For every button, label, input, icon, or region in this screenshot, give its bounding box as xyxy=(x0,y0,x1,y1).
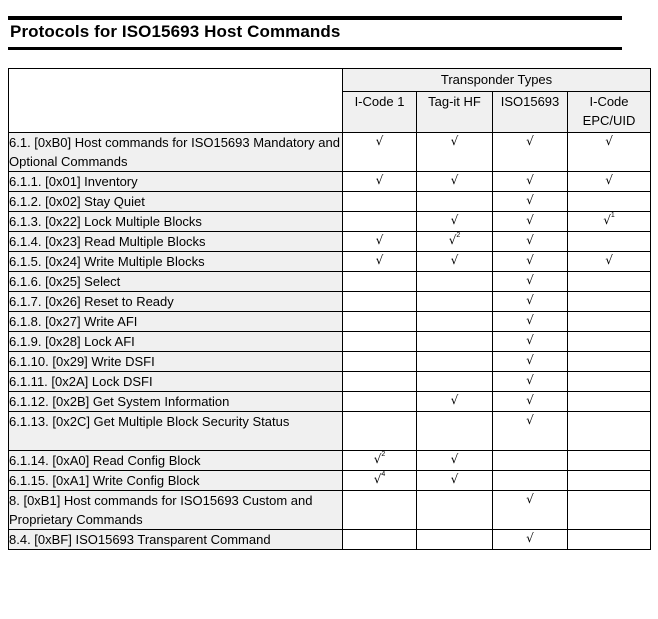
table-row xyxy=(9,471,651,491)
command-cell: 6.1.6. [0x25] Select xyxy=(9,272,343,292)
support-cell-icode-epc-uid xyxy=(568,192,651,212)
support-cell-icode-epc-uid xyxy=(568,372,651,392)
support-cell-icode-epc-uid xyxy=(568,412,651,451)
table-row xyxy=(9,412,651,451)
check-mark: √ xyxy=(450,452,459,466)
support-cell-iso15693 xyxy=(493,172,568,192)
check-mark: √ xyxy=(450,393,459,407)
header-row-group xyxy=(9,69,651,92)
header-corner xyxy=(9,69,343,133)
support-cell-icode1 xyxy=(343,212,417,232)
support-cell-iso15693 xyxy=(493,212,568,232)
support-cell-tagit-hf xyxy=(417,312,493,332)
table-row xyxy=(9,392,651,412)
support-cell-icode-epc-uid xyxy=(568,530,651,550)
support-cell-icode-epc-uid xyxy=(568,451,651,471)
support-cell-icode-epc-uid xyxy=(568,172,651,192)
support-cell-tagit-hf xyxy=(417,292,493,312)
title-rule-top xyxy=(8,16,622,20)
table-row xyxy=(9,451,651,471)
support-cell-icode1 xyxy=(343,392,417,412)
support-cell-icode1 xyxy=(343,232,417,252)
support-cell-tagit-hf xyxy=(417,412,493,451)
title-rule-bottom xyxy=(8,47,622,50)
page-title: Protocols for ISO15693 Host Commands xyxy=(10,22,341,41)
support-cell-icode-epc-uid xyxy=(568,252,651,272)
check-mark: √ xyxy=(450,134,459,148)
support-cell-icode1 xyxy=(343,133,417,172)
support-cell-iso15693 xyxy=(493,332,568,352)
check-mark: √ xyxy=(605,173,613,187)
footnote-ref: 2 xyxy=(456,232,461,239)
support-cell-iso15693 xyxy=(493,232,568,252)
support-cell-icode1 xyxy=(343,272,417,292)
support-cell-iso15693 xyxy=(493,352,568,372)
command-cell: 8.4. [0xBF] ISO15693 Transparent Command xyxy=(9,530,343,550)
column-header-icode1: I-Code 1 xyxy=(343,92,417,133)
command-cell: 6.1.8. [0x27] Write AFI xyxy=(9,312,343,332)
table-row xyxy=(9,352,651,372)
check-mark: √ xyxy=(450,173,459,187)
check-mark: √ xyxy=(526,253,534,267)
support-cell-icode1 xyxy=(343,471,417,491)
check-mark: √ xyxy=(605,134,613,148)
check-mark: √ xyxy=(526,213,534,227)
check-mark: √ xyxy=(373,452,382,466)
table-row xyxy=(9,232,651,252)
support-cell-tagit-hf xyxy=(417,530,493,550)
support-cell-iso15693 xyxy=(493,192,568,212)
support-cell-tagit-hf xyxy=(417,491,493,530)
check-mark: √ xyxy=(526,413,534,427)
support-cell-icode-epc-uid xyxy=(568,471,651,491)
check-mark: √ xyxy=(526,134,534,148)
support-cell-icode1 xyxy=(343,530,417,550)
support-cell-icode1 xyxy=(343,352,417,372)
table-row xyxy=(9,133,651,172)
command-cell: 6.1.3. [0x22] Lock Multiple Blocks xyxy=(9,212,343,232)
command-cell: 6.1.11. [0x2A] Lock DSFI xyxy=(9,372,343,392)
command-cell: 6.1.4. [0x23] Read Multiple Blocks xyxy=(9,232,343,252)
support-cell-icode1 xyxy=(343,292,417,312)
support-cell-icode-epc-uid xyxy=(568,212,651,232)
command-cell: 6.1.10. [0x29] Write DSFI xyxy=(9,352,343,372)
check-mark: √ xyxy=(526,313,534,327)
check-mark: √ xyxy=(526,492,534,506)
check-mark: √ xyxy=(603,213,611,227)
support-cell-tagit-hf xyxy=(417,352,493,372)
table-row xyxy=(9,192,651,212)
support-cell-iso15693 xyxy=(493,372,568,392)
check-mark: √ xyxy=(448,233,457,247)
check-mark: √ xyxy=(373,472,382,486)
support-cell-tagit-hf xyxy=(417,192,493,212)
check-mark: √ xyxy=(375,134,384,148)
support-cell-icode-epc-uid xyxy=(568,491,651,530)
table-row xyxy=(9,530,651,550)
command-cell: 6.1.9. [0x28] Lock AFI xyxy=(9,332,343,352)
check-mark: √ xyxy=(375,173,384,187)
support-cell-icode-epc-uid xyxy=(568,392,651,412)
footnote-ref: 2 xyxy=(381,451,386,458)
check-mark: √ xyxy=(526,333,534,347)
command-cell: 6.1.7. [0x26] Reset to Ready xyxy=(9,292,343,312)
support-cell-icode1 xyxy=(343,252,417,272)
support-cell-tagit-hf xyxy=(417,451,493,471)
check-mark: √ xyxy=(450,472,459,486)
table-row xyxy=(9,212,651,232)
support-cell-tagit-hf xyxy=(417,212,493,232)
command-cell: 6.1.15. [0xA1] Write Config Block xyxy=(9,471,343,491)
support-cell-iso15693 xyxy=(493,312,568,332)
check-mark: √ xyxy=(526,273,534,287)
table-row xyxy=(9,491,651,530)
support-cell-tagit-hf xyxy=(417,332,493,352)
support-cell-icode1 xyxy=(343,451,417,471)
check-mark: √ xyxy=(526,173,534,187)
footnote-ref: 4 xyxy=(381,471,386,478)
check-mark: √ xyxy=(450,213,459,227)
check-mark: √ xyxy=(375,253,384,267)
support-cell-iso15693 xyxy=(493,392,568,412)
column-header-icode-epc-uid: I-Code EPC/UID xyxy=(568,92,651,133)
check-mark: √ xyxy=(450,253,459,267)
support-cell-iso15693 xyxy=(493,530,568,550)
support-cell-icode-epc-uid xyxy=(568,352,651,372)
footnote-ref: 1 xyxy=(610,212,615,219)
support-cell-tagit-hf xyxy=(417,471,493,491)
command-cell: 6.1. [0xB0] Host commands for ISO15693 Mandatory and Optional Commands xyxy=(9,133,343,172)
column-header-iso15693: ISO15693 xyxy=(493,92,568,133)
support-cell-icode-epc-uid xyxy=(568,133,651,172)
support-cell-icode-epc-uid xyxy=(568,232,651,252)
support-cell-icode1 xyxy=(343,412,417,451)
support-cell-tagit-hf xyxy=(417,232,493,252)
table-row xyxy=(9,312,651,332)
support-cell-icode1 xyxy=(343,332,417,352)
support-cell-tagit-hf xyxy=(417,252,493,272)
table-row xyxy=(9,372,651,392)
table-row xyxy=(9,292,651,312)
command-cell: 6.1.5. [0x24] Write Multiple Blocks xyxy=(9,252,343,272)
table-body xyxy=(9,133,651,550)
command-cell: 8. [0xB1] Host commands for ISO15693 Custom and Proprietary Commands xyxy=(9,491,343,530)
table-row xyxy=(9,272,651,292)
support-cell-iso15693 xyxy=(493,491,568,530)
support-cell-icode1 xyxy=(343,372,417,392)
support-cell-iso15693 xyxy=(493,133,568,172)
check-mark: √ xyxy=(526,373,534,387)
check-mark: √ xyxy=(526,193,534,207)
check-mark: √ xyxy=(526,531,534,545)
support-cell-icode-epc-uid xyxy=(568,272,651,292)
support-cell-tagit-hf xyxy=(417,372,493,392)
support-cell-iso15693 xyxy=(493,471,568,491)
support-cell-iso15693 xyxy=(493,292,568,312)
support-cell-iso15693 xyxy=(493,412,568,451)
table-row xyxy=(9,172,651,192)
support-cell-tagit-hf xyxy=(417,392,493,412)
support-cell-icode-epc-uid xyxy=(568,332,651,352)
command-cell: 6.1.2. [0x02] Stay Quiet xyxy=(9,192,343,212)
support-cell-tagit-hf xyxy=(417,133,493,172)
command-cell: 6.1.12. [0x2B] Get System Information xyxy=(9,392,343,412)
check-mark: √ xyxy=(526,353,534,367)
transponder-types-header: Transponder Types xyxy=(343,69,651,92)
support-cell-icode1 xyxy=(343,192,417,212)
support-cell-icode1 xyxy=(343,491,417,530)
support-cell-icode1 xyxy=(343,312,417,332)
support-cell-iso15693 xyxy=(493,451,568,471)
support-cell-iso15693 xyxy=(493,252,568,272)
check-mark: √ xyxy=(605,253,613,267)
support-cell-icode-epc-uid xyxy=(568,292,651,312)
protocols-table xyxy=(8,68,651,550)
check-mark: √ xyxy=(526,393,534,407)
command-cell: 6.1.13. [0x2C] Get Multiple Block Security Status xyxy=(9,412,343,451)
column-header-tagit-hf: Tag-it HF xyxy=(417,92,493,133)
check-mark: √ xyxy=(526,233,534,247)
check-mark: √ xyxy=(526,293,534,307)
command-cell: 6.1.14. [0xA0] Read Config Block xyxy=(9,451,343,471)
support-cell-icode-epc-uid xyxy=(568,312,651,332)
support-cell-tagit-hf xyxy=(417,172,493,192)
table-row xyxy=(9,332,651,352)
support-cell-icode1 xyxy=(343,172,417,192)
command-cell: 6.1.1. [0x01] Inventory xyxy=(9,172,343,192)
support-cell-iso15693 xyxy=(493,272,568,292)
support-cell-tagit-hf xyxy=(417,272,493,292)
table-row xyxy=(9,252,651,272)
check-mark: √ xyxy=(375,233,384,247)
